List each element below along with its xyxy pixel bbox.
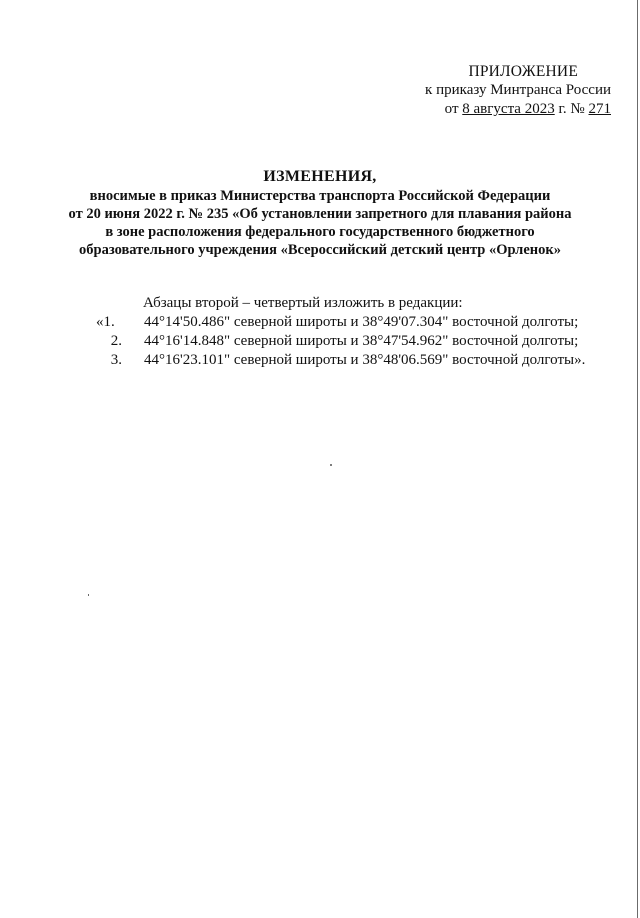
list-gap [122,313,144,332]
list-gap [122,351,144,370]
list-item-number: «1. [96,314,115,330]
scan-speck [88,594,89,596]
list-item-number: 3. [110,352,122,368]
title-heading: ИЗМЕНЕНИЯ, [263,168,377,185]
date-prefix: от [444,101,463,117]
coordinates-list [96,313,585,370]
date-mid: г. № [554,101,589,117]
appendix-date-line [425,100,611,119]
intro-paragraph: Абзацы второй – четвертый изложить в редакции: [143,295,463,311]
title-line-4: образовательного учреждения «Всероссийский детский центр «Орленок» [79,242,561,258]
title-line-1: вносимые в приказ Министерства транспорта Российской Федерации [89,188,551,204]
list-item-text: 44°14'50.486" северной широты и 38°49'07.304" восточной долготы; [144,314,579,330]
list-item [96,313,585,332]
title-line-3: в зоне расположения федерального государственного бюджетного [105,224,535,240]
document-title [40,167,600,259]
list-item-text: 44°16'14.848" северной широты и 38°47'54.962" восточной долготы; [144,333,579,349]
order-number: 271 [588,101,611,117]
appendix-reference: к приказу Минтранса России [425,82,611,98]
appendix-header [425,62,611,119]
list-item [96,332,585,351]
list-gap [122,332,144,351]
scan-speck [330,464,332,466]
list-item-number: 2. [110,333,122,349]
title-line-2: от 20 июня 2022 г. № 235 «Об установлении запретного для плавания района [68,206,572,222]
order-date: 8 августа 2023 [462,101,555,117]
appendix-title: ПРИЛОЖЕНИЕ [468,63,578,80]
list-item [96,351,585,370]
page-edge [637,0,638,918]
list-item-text: 44°16'23.101" северной широты и 38°48'06.569" восточной долготы». [144,352,586,368]
